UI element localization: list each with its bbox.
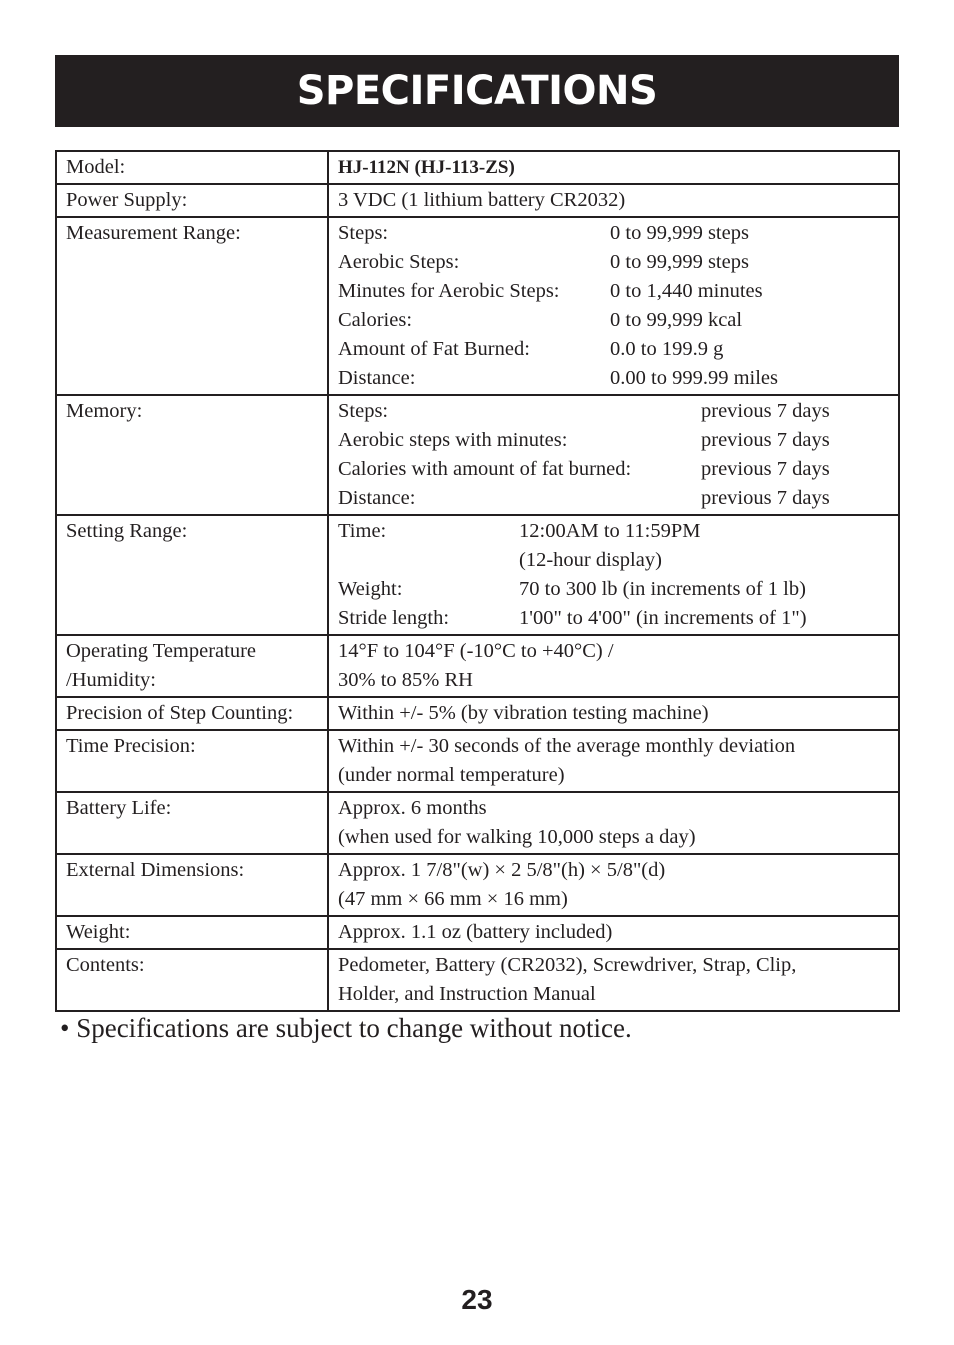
- spec-label-power: Power Supply:: [56, 184, 328, 217]
- spec-value-power: 3 VDC (1 lithium battery CR2032): [328, 184, 899, 217]
- measurement-item-name: Distance:: [338, 367, 416, 389]
- table-row: [56, 697, 899, 730]
- memory-item-value: previous 7 days: [701, 429, 830, 451]
- spec-value-setting: [328, 515, 899, 635]
- disclaimer-note: • Specifications are subject to change without notice.: [60, 1013, 632, 1043]
- measurement-item-name: Calories:: [338, 309, 413, 331]
- memory-item-name: Distance:: [338, 487, 416, 509]
- spec-value-dimensions: [328, 854, 899, 916]
- spec-value-weight: Approx. 1.1 oz (battery included): [328, 916, 899, 949]
- spec-label-line: /Humidity:: [66, 669, 156, 691]
- table-row: [56, 730, 899, 792]
- spec-value-line: (when used for walking 10,000 steps a day): [338, 826, 696, 848]
- spec-value-model: HJ-112N (HJ-113-ZS): [328, 151, 899, 184]
- spec-label-line: Operating Temperature: [66, 640, 257, 662]
- memory-item-name: Calories with amount of fat burned:: [338, 458, 632, 480]
- setting-item-value: 70 to 300 lb (in increments of 1 lb): [519, 578, 806, 600]
- memory-item-name: Aerobic steps with minutes:: [338, 429, 568, 451]
- setting-item-name: [338, 546, 519, 575]
- measurement-item-name: Steps:: [338, 222, 389, 244]
- measurement-item-value: 0 to 99,999 kcal: [610, 309, 743, 331]
- table-row: [56, 395, 899, 515]
- spec-label-contents: Contents:: [56, 949, 328, 1011]
- measurement-item-name: Amount of Fat Burned:: [338, 338, 530, 360]
- spec-value-line: 30% to 85% RH: [338, 669, 473, 691]
- page-title: SPECIFICATIONS: [55, 55, 899, 127]
- spec-value-memory: [328, 395, 899, 515]
- table-row: [56, 949, 899, 1011]
- measurement-item-value: 0.00 to 999.99 miles: [610, 367, 778, 389]
- table-row: [56, 854, 899, 916]
- spec-label-model: Model:: [56, 151, 328, 184]
- specifications-table: [55, 150, 900, 1012]
- spec-value-line: Holder, and Instruction Manual: [338, 983, 596, 1005]
- spec-label-dimensions: External Dimensions:: [56, 854, 328, 916]
- spec-label-setting: Setting Range:: [56, 515, 328, 635]
- spec-value-line: Within +/- 30 seconds of the average monthly deviation: [338, 735, 796, 757]
- spec-value-line: 14°F to 104°F (-10°C to +40°C) /: [338, 640, 614, 662]
- measurement-item-name: Minutes for Aerobic Steps:: [338, 280, 560, 302]
- measurement-item-value: 0 to 1,440 minutes: [610, 280, 763, 302]
- memory-grid: [338, 397, 890, 513]
- spec-value-line: (47 mm × 66 mm × 16 mm): [338, 888, 568, 910]
- spec-value-line: Pedometer, Battery (CR2032), Screwdriver, Strap, Clip,: [338, 954, 797, 976]
- table-row: [56, 792, 899, 854]
- table-row: [56, 515, 899, 635]
- spec-label-battery: Battery Life:: [56, 792, 328, 854]
- setting-item-name: Weight:: [338, 578, 403, 600]
- table-row: [56, 635, 899, 697]
- setting-item-value: 12:00AM to 11:59PM: [519, 520, 701, 542]
- table-row: [56, 184, 899, 217]
- setting-item-value: 1'00" to 4'00" (in increments of 1"): [519, 607, 807, 629]
- spec-label-measurement: Measurement Range:: [56, 217, 328, 395]
- table-row: [56, 217, 899, 395]
- table-row: [56, 151, 899, 184]
- measurement-grid: [338, 219, 890, 393]
- spec-label-temperature: [56, 635, 328, 697]
- spec-value-temperature: [328, 635, 899, 697]
- spec-label-precision: Precision of Step Counting:: [56, 697, 328, 730]
- measurement-item-value: 0.0 to 199.9 g: [610, 338, 724, 360]
- page-number: 23: [461, 1284, 493, 1315]
- spec-value-time-precision: [328, 730, 899, 792]
- setting-item-name: Time:: [338, 520, 387, 542]
- measurement-item-value: 0 to 99,999 steps: [610, 222, 749, 244]
- spec-value-measurement: [328, 217, 899, 395]
- measurement-item-name: Aerobic Steps:: [338, 251, 460, 273]
- memory-item-name: Steps:: [338, 400, 389, 422]
- spec-value-battery: [328, 792, 899, 854]
- spec-value-precision: Within +/- 5% (by vibration testing machine): [328, 697, 899, 730]
- memory-item-value: previous 7 days: [701, 487, 830, 509]
- spec-label-memory: Memory:: [56, 395, 328, 515]
- spec-label-weight: Weight:: [56, 916, 328, 949]
- setting-item-name: Stride length:: [338, 607, 450, 629]
- spec-value-line: (under normal temperature): [338, 764, 565, 786]
- spec-label-time-precision: Time Precision:: [56, 730, 328, 792]
- spec-value-contents: [328, 949, 899, 1011]
- setting-item-value: (12-hour display): [519, 549, 662, 571]
- memory-item-value: previous 7 days: [701, 400, 830, 422]
- spec-value-line: Approx. 1 7/8"(w) × 2 5/8"(h) × 5/8"(d): [338, 859, 666, 881]
- spec-value-line: Approx. 6 months: [338, 797, 487, 819]
- measurement-item-value: 0 to 99,999 steps: [610, 251, 749, 273]
- table-row: [56, 916, 899, 949]
- setting-grid: [338, 517, 890, 633]
- memory-item-value: previous 7 days: [701, 458, 830, 480]
